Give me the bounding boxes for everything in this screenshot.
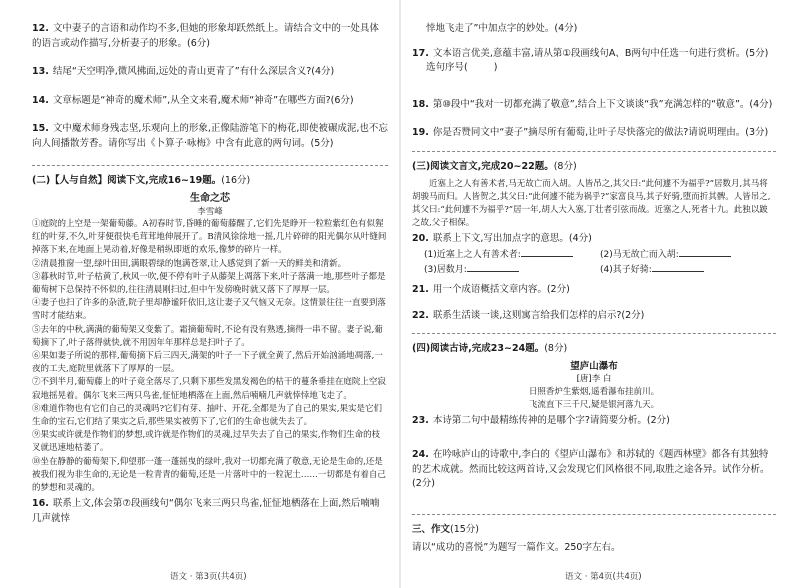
question-15: 15. 文中魔术师身残志坚,乐观向上的形象,正像陆游笔下的梅花,即使被碾成泥,也不忘向人间播散芳香。请你写出《卜算子·咏梅》中含有此意的两句词。(5分) (32, 123, 388, 149)
divider (412, 151, 776, 152)
poem (412, 360, 776, 412)
section-5-heading: 三、作文(15分) (412, 523, 480, 535)
essay-paragraph: ③暮秋时节,叶子枯黄了,秋风一吹,便不停有叶子从藤架上凋落下来,叶子落满一地,那些叶子都是葡萄树下总保持不怀似的,往往清晨刚扫过,但中午发傍晚时就又落下了厚厚一层。 (32, 271, 386, 296)
question-12: 12. 文中妻子的言语和动作均不多,但她的形象却跃然纸上。请结合文中的一处具体的语言或动作描写,分析妻子的形象。(6分) (32, 23, 379, 49)
question-18: 18. 第⑩段中“我对一切都充满了敬意”,结合上下文谈谈“我”充满怎样的“敬意”。(4分) (412, 98, 773, 110)
answer-blank[interactable] (679, 247, 731, 257)
essay-author: 李雪峰 (197, 207, 223, 217)
question-22: 22. 联系生活谈一谈,这则寓言给我们怎样的启示?(2分) (412, 310, 645, 322)
question-21: 21. 用一个成语概括文章内容。(2分) (412, 283, 570, 295)
right-page (400, 0, 800, 588)
question-13: 13. 结尾“天空明净,微风拂面,远处的青山更青了”有什么深层含义?(4分) (32, 66, 335, 77)
question-23: 23. 本诗第二句中最精练传神的是哪个字?请简要分析。(2分) (412, 414, 670, 426)
section-2-heading: (二)【人与自然】阅读下文,完成16~19题。(16分) (32, 175, 251, 186)
question-14: 14. 文章标题是“神奇的魔术师”,从全文来看,魔术师“神奇”在哪些方面?(6分) (32, 94, 354, 106)
poem-line: 日照香炉生紫烟,遥看瀑布挂前川。 (528, 386, 660, 397)
question-24: 24. 在吟咏庐山的诗歌中,李白的《望庐山瀑布》和苏轼的《题西林壁》都各有其独特的艺术成就。然而比较这两首诗,又会发现它们风格很不同,取胜之途各异。试作分析。(2分) (412, 449, 770, 490)
question-16: 16. 联系上文,体会第⑦段画线句“偶尔飞来三两只鸟雀,怔怔地栖落在上面,然后喃喃几声就悻 (32, 498, 380, 524)
essay-paragraph: ⑧难道作物也有它们自己的灵魂吗?它们有芽、抽叶、开花,全都是为了自己的果实,果实是它们生命的宝石,它们结了果实之后,那些果实被剪下了,它们的生命也就失去了。 (32, 403, 382, 428)
question-16-continued: 悻地飞走了”中加点字的妙处。(4分) (426, 23, 578, 34)
option-4: (4)其子好骑: (600, 262, 776, 277)
answer-blank[interactable] (521, 247, 573, 257)
poem-line: 飞流直下三千尺,疑是银河落九天。 (528, 399, 660, 410)
essay-title: 生命之芯 (190, 193, 230, 204)
essay-paragraph: ⑩坐在静静的葡萄架下,仰望那一蓬一蓬摇曳的绿叶,我对一切都充满了敬意,无论是生命的,还是被我们视为非生命的,无论是一粒青青的葡萄,还是一片落叶中的一粒泥土……一切都是有着自己的梦想和灵魂的。 (32, 456, 386, 494)
answer-blank[interactable] (467, 262, 519, 272)
essay-paragraph: ⑤去年的中秋,满满的葡萄架又变紫了。霜摘葡萄时,不论有没有熟透,摘得一串不留。妻子说,葡萄摘下了,叶子落得就快,就不用因年年那样总是扫叶子了。 (32, 324, 383, 348)
essay-paragraph: ⑦不到半月,葡萄藤上的叶子竟全落尽了,只剩下那些发黑发褐色的枯干的蔓条垂挂在庭院上空寂寂地摇晃着。偶尔飞来三两只鸟雀,怔怔地栖落在上面,然后喃喃几声就悻悻地飞走了。 (32, 377, 386, 401)
essay-prompt: 请以“成功的喜悦”为题写一篇作文。250字左右。 (412, 541, 621, 553)
poem-title: 望庐山瀑布 (570, 360, 618, 372)
essay-paragraph: ①庭院的上空是一架葡萄藤。A初春时节,昏睡的葡萄藤醒了,它们先是睁开一粒粒紫红色有似猩红的叶芽,不久,叶芽便很快毛茸茸地伸展开了。B清风徐徐地一摇,几片碎碎的阳光偶尔从叶缝间掉落下来,在地面上晃动着,好像是稍纵即逝的欢乐,像梦的碎片一样。 (32, 219, 387, 256)
option-3: (3)居数月: (424, 262, 600, 277)
poem-author: [唐]李 白 (576, 373, 612, 384)
page-footer-right: 语文 · 第4页(共4页) (565, 572, 642, 582)
section-3-heading: (三)阅读文言文,完成20~22题。(8分) (412, 160, 577, 172)
option-1: (1)近塞上之人有善术者: (424, 247, 600, 262)
essay-paragraph: ⑥果如妻子所说的那样,葡萄摘下后三四天,满架的叶子一下子就全黄了,然后开始汹涌地凋落,一夜的工夫,庭院里就落下了厚厚的一层。 (32, 351, 383, 375)
question-20: 20. 联系上下文,写出加点字的意思。(4分) (412, 233, 592, 245)
classical-text: 近塞上之人有善术者,马无故亡而入胡。人皆吊之,其父曰:“此何遽不为福乎?”居数月,其马将胡骏马而归。人皆贺之,其父曰:“此何遽不能为祸乎?”家富良马,其子好骑,堕而折其髀。人皆吊之,其父曰:“此何遽不为福乎?”居一年,胡人大入塞,丁壮者引弦而战。近塞之人,死者十九。此独以跛之故,父子相保。 (412, 178, 771, 229)
option-2: (2)马无故亡而入胡: (600, 247, 776, 262)
question-19: 19. 你是否赞同文中“妻子”摘尽所有葡萄,让叶子尽快落完的做法?请说明理由。(3分) (412, 127, 769, 138)
section-4-heading: (四)阅读古诗,完成23~24题。(8分) (412, 342, 568, 354)
divider (32, 165, 388, 166)
answer-blank[interactable] (652, 262, 704, 272)
question-20-options (412, 247, 776, 277)
essay-paragraph: ⑨果实或许就是作物们的梦想,或许就是作物们的灵魂,过早失去了自己的果实,作物们生命的枝叉就迅速地枯萎了。 (32, 430, 381, 454)
divider (412, 333, 776, 334)
essay-paragraph: ②清晨推窗一望,绿叶田田,满眼碧绿的饱满苍翠,让人感觉到了新一天的鲜美和清新。 (32, 258, 347, 269)
question-17: 17. 文本语言优美,意蕴丰富,请从第①段画线句A、B两句中任选一句进行赏析。(5分) 选句序号( ) (412, 47, 769, 73)
page-footer-left: 语文 · 第3页(共4页) (170, 572, 247, 582)
essay-body (32, 218, 388, 495)
essay-paragraph: ④妻子也扫了许多的杂渣,院子里却静谧阡依旧,这让妻子又气恼又无奈。这情景往往一直要到落雪时才能结束。 (32, 298, 386, 322)
divider (412, 514, 776, 515)
